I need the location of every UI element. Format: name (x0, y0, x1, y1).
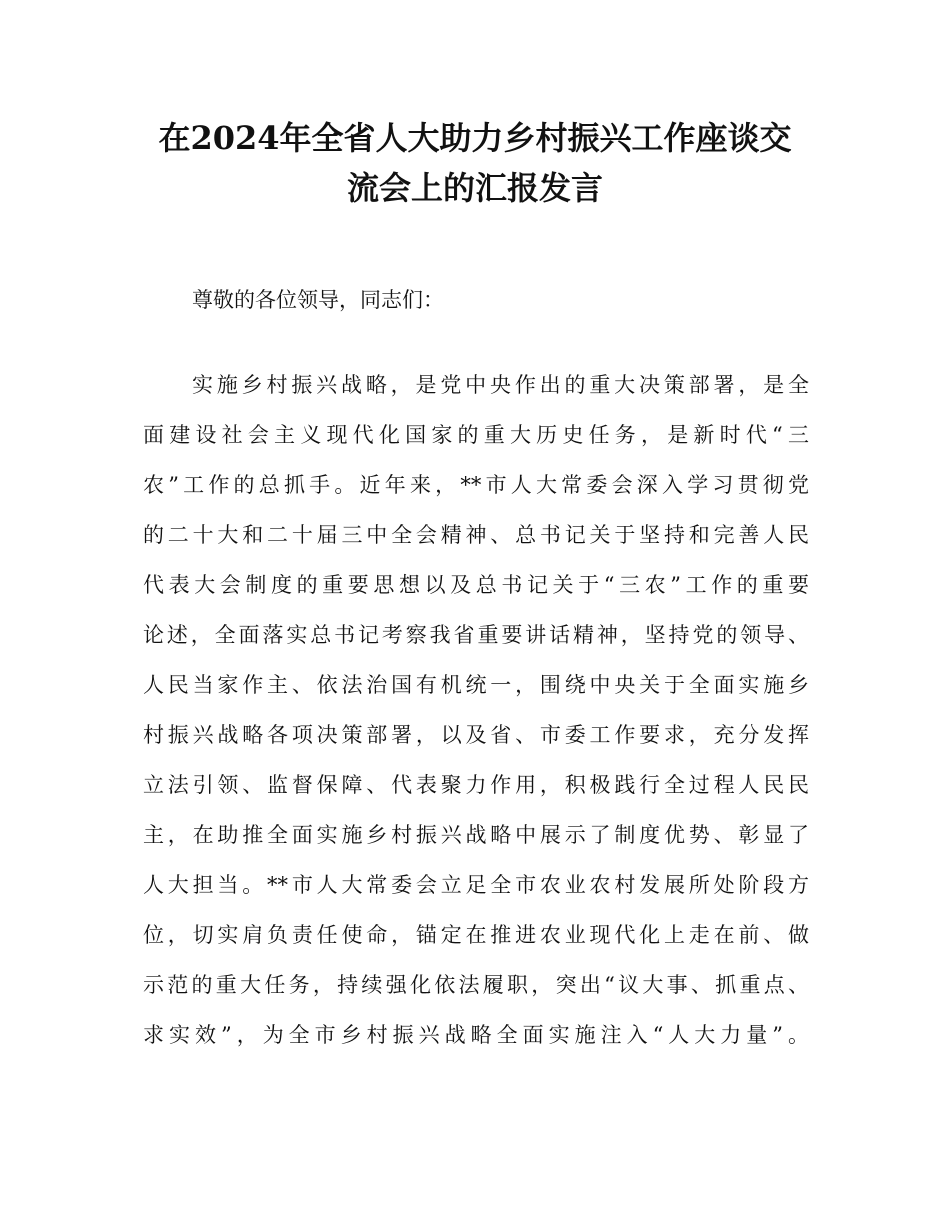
paragraph-line: 求实效”，为全市乡村振兴战略全面实施注入“人大力量”。 (143, 1023, 809, 1047)
paragraph-line: 人民当家作主、依法治国有机统一，围绕中央关于全面实施乡 (143, 673, 809, 697)
paragraph-line: 主，在助推全面实施乡村振兴战略中展示了制度优势、彰显了 (143, 823, 809, 847)
paragraph-line: 实施乡村振兴战略，是党中央作出的重大决策部署，是全 (192, 373, 809, 397)
body-paragraph (143, 370, 809, 1070)
paragraph-line: 的二十大和二十届三中全会精神、总书记关于坚持和完善人民 (143, 523, 809, 547)
paragraph-line: 位，切实肩负责任使命，锚定在推进农业现代化上走在前、做 (143, 923, 809, 947)
paragraph-line: 论述，全面落实总书记考察我省重要讲话精神，坚持党的领导、 (143, 623, 809, 647)
document-title-line-1: 在2024年全省人大助力乡村振兴工作座谈交 (158, 119, 792, 157)
paragraph-line: 立法引领、监督保障、代表聚力作用，积极践行全过程人民民 (143, 773, 809, 797)
document-title-line-2: 流会上的汇报发言 (346, 169, 603, 207)
paragraph-line: 代表大会制度的重要思想以及总书记关于“三农”工作的重要 (143, 573, 809, 597)
paragraph-line: 面建设社会主义现代化国家的重大历史任务，是新时代“三 (143, 423, 809, 447)
paragraph-line: 人大担当。**市人大常委会立足全市农业农村发展所处阶段方 (143, 873, 809, 897)
paragraph-line: 村振兴战略各项决策部署，以及省、市委工作要求，充分发挥 (143, 723, 809, 747)
greeting: 尊敬的各位领导，同志们： (192, 288, 444, 312)
paragraph-line: 示范的重大任务，持续强化依法履职，突出“议大事、抓重点、 (143, 973, 809, 997)
paragraph-line: 农”工作的总抓手。近年来，**市人大常委会深入学习贯彻党 (143, 473, 809, 497)
